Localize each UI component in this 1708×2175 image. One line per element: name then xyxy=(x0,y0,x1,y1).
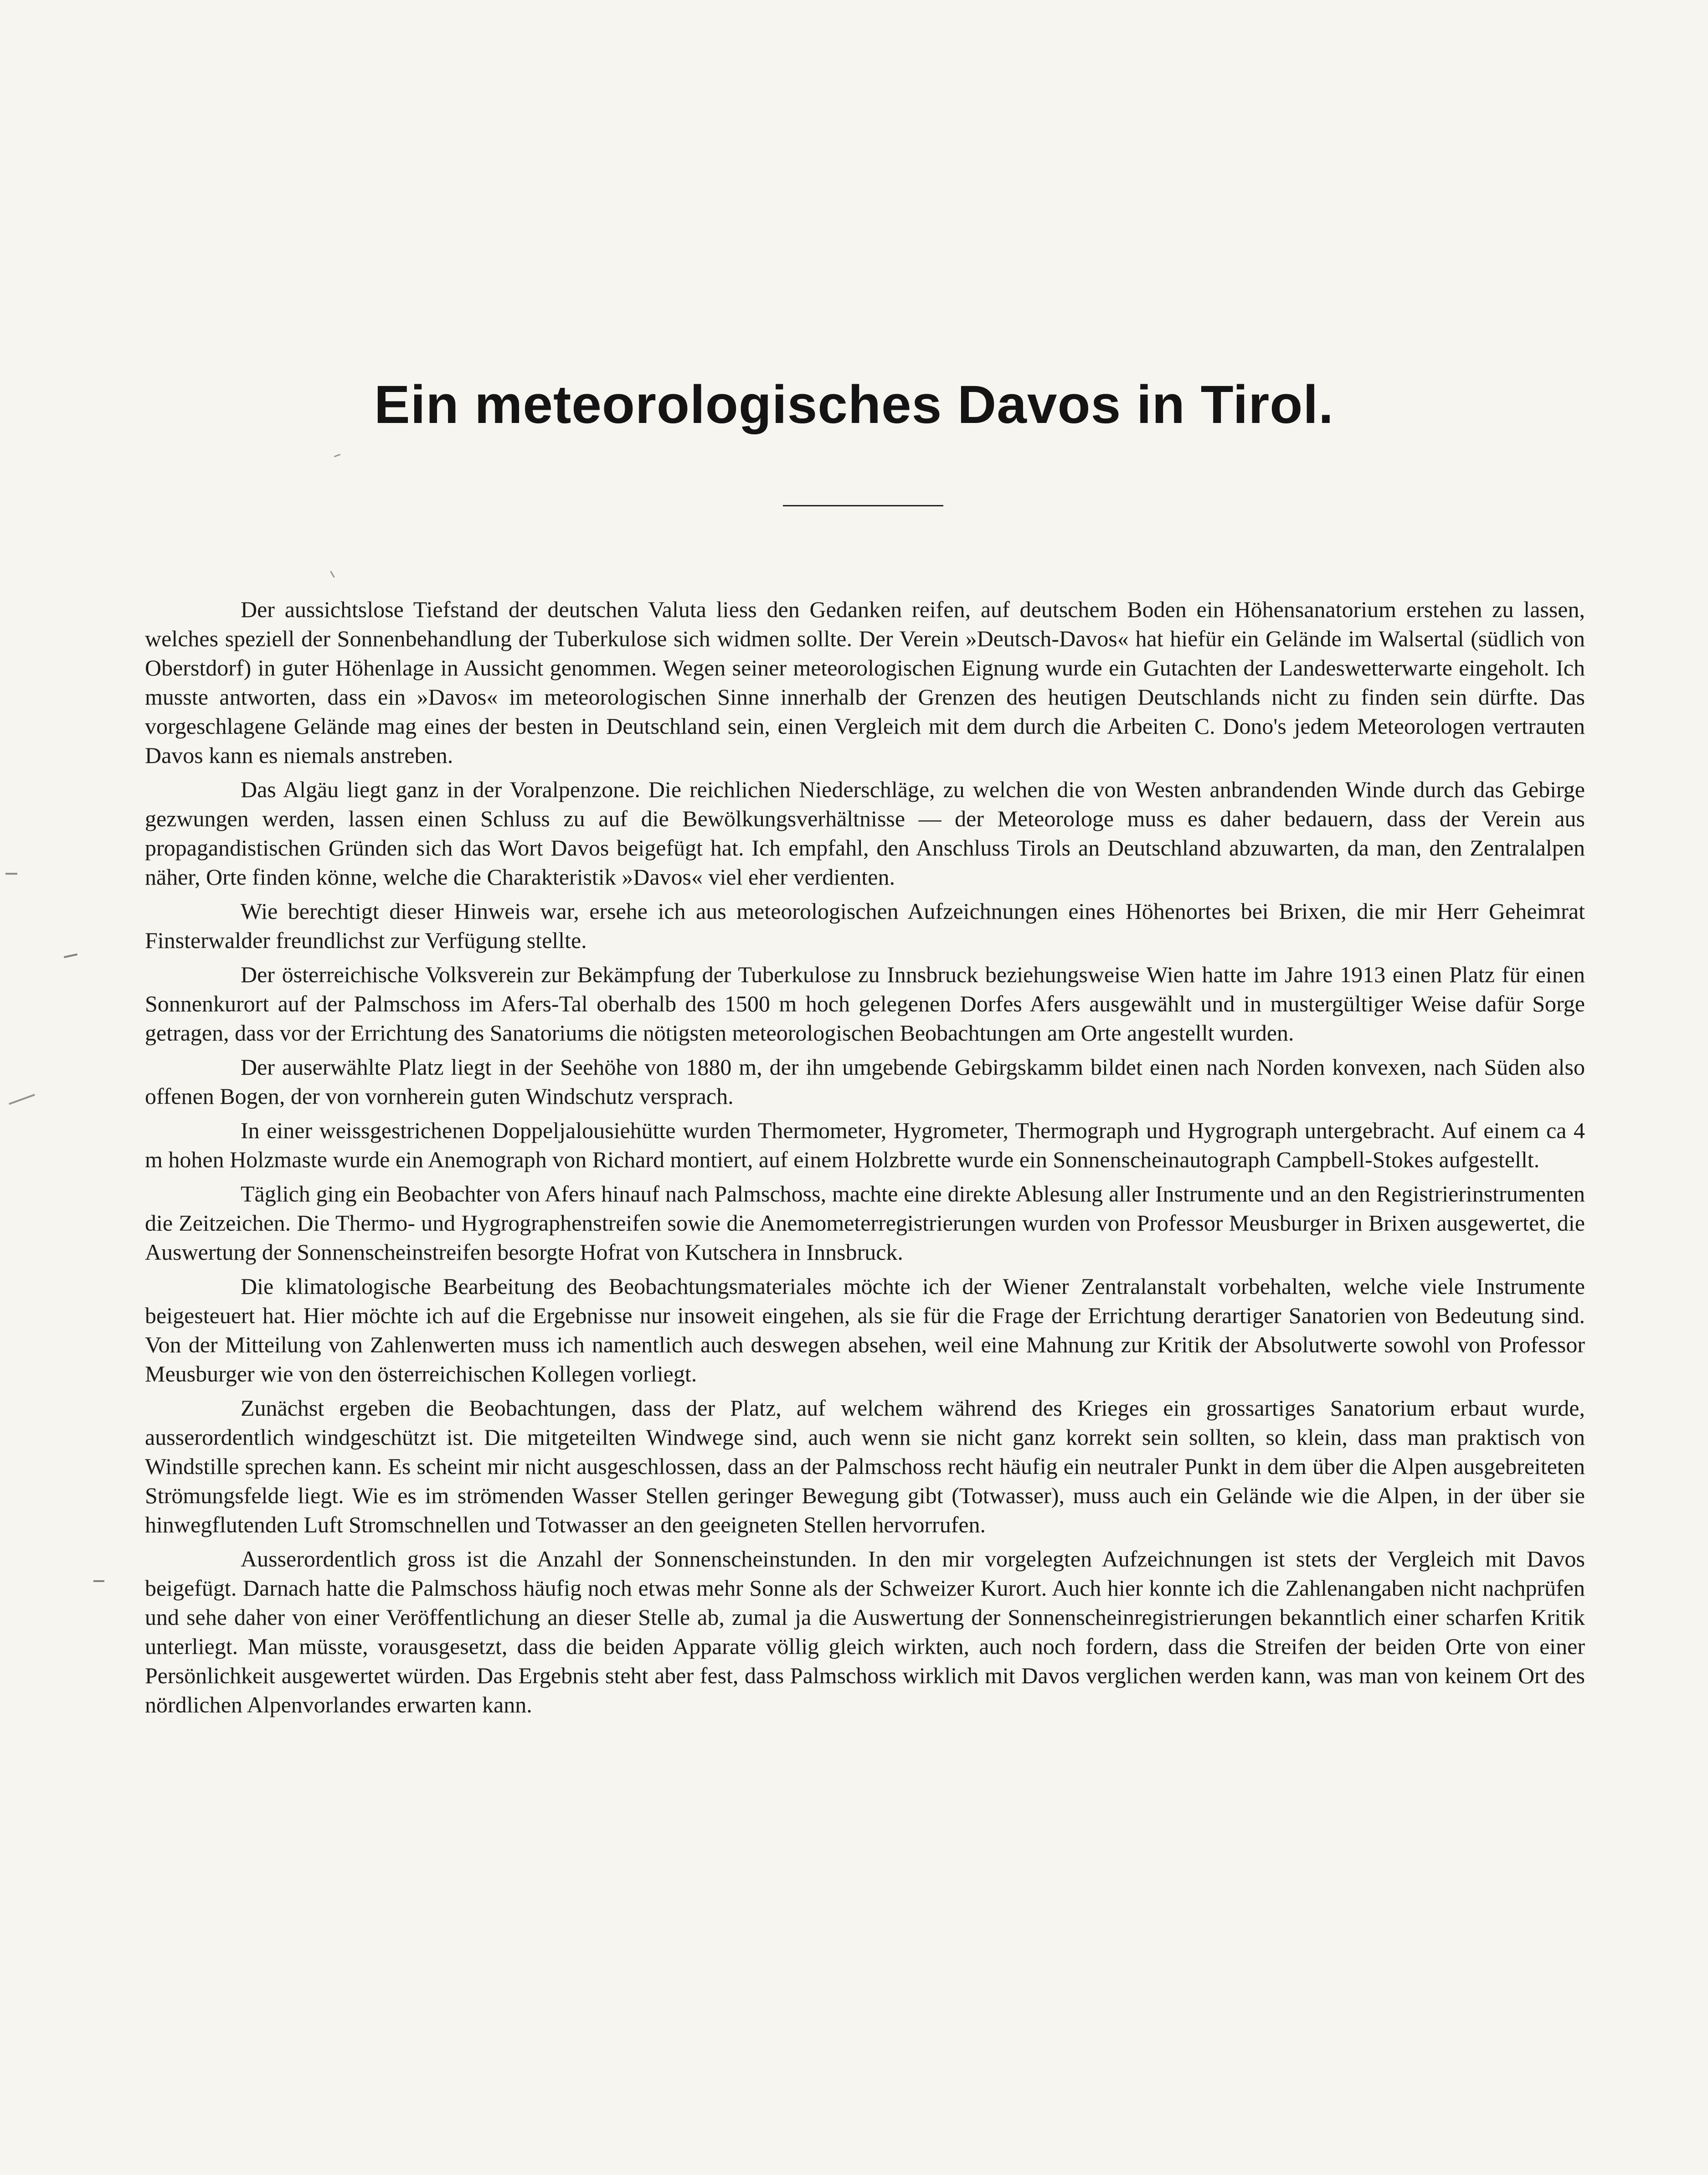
paragraph-1: Der aussichtslose Tiefstand der deutschen Valuta liess den Gedanken reifen, auf deutschem Boden ein Höhensanatorium erstehen zu lassen, welches speziell der Sonnenbehandlung der Tuberkulose sich widmen sollte. Der Verein »Deutsch-Davos« hat hiefür ein Gelände im Walsertal (südlich von Oberstdorf) in guter Höhenlage in Aussicht genommen. Wegen seiner meteorologischen Eignung wurde ein Gutachten der Landeswetterwarte eingeholt. Ich musste antworten, dass ein »Davos« im meteorologischen Sinne innerhalb der Grenzen des heutigen Deutschlands nicht zu finden sein dürfte. Das vorgeschlagene Gelände mag eines der besten in Deutschland sein, einen Vergleich mit dem durch die Arbeiten C. Dono's jedem Meteorologen vertrauten Davos kann es niemals anstreben. xyxy=(145,597,1585,768)
paragraph-6: In einer weissgestrichenen Doppeljalousiehütte wurden Thermometer, Hygrometer, Thermograph und Hygrograph untergebracht. Auf einem ca 4 m hohen Holzmaste wurde ein Anemograph von Richard montiert, auf einem Holzbrette wurde ein Sonnenscheinautograph Campbell-Stokes aufgestellt. xyxy=(145,1118,1585,1172)
paragraph-3: Wie berechtigt dieser Hinweis war, ersehe ich aus meteorologischen Aufzeichnungen eines Höhenortes bei Brixen, die mir Herr Geheimrat Finsterwalder freundlichst zur Verfügung stellte. xyxy=(145,898,1585,953)
article-body xyxy=(145,595,1585,1719)
scan-mark xyxy=(64,953,77,958)
paragraph-2: Das Algäu liegt ganz in der Voralpenzone. Die reichlichen Niederschläge, zu welchen die von Westen anbrandenden Winde durch das Gebirge gezwungen werden, lassen einen Schluss zu auf die Bewölkungsverhältnisse — der Meteorologe muss es daher bedauern, dass der Verein aus propagandistischen Gründen sich das Wort Davos beigefügt hat. Ich empfahl, den Anschluss Tirols an Deutschland abzuwarten, da man, den Zentralalpen näher, Orte finden könne, welche die Charakteristik »Davos« viel eher verdienten. xyxy=(145,777,1585,890)
page-title: Ein meteorologisches Davos in Tirol. xyxy=(374,375,1334,435)
paragraph-9: Zunächst ergeben die Beobachtungen, dass der Platz, auf welchem während des Krieges ein grossartiges Sanatorium erbaut wurde, ausserordentlich windgeschützt ist. Die mitgeteilten Windwege sind, auch wenn sie nicht ganz korrekt sein sollten, so klein, dass man praktisch von Windstille sprechen kann. Es scheint mir nicht ausgeschlossen, dass an der Palmschoss recht häufig ein neutraler Punkt in dem über die Alpen ausgebreiteten Strömungsfelde liegt. Wie es im strömenden Wasser Stellen geringer Bewegung gibt (Totwasser), muss auch ein Gelände wie die Alpen, in der über sie hinwegflutenden Luft Stromschnellen und Totwasser an den geeigneten Stellen hervorrufen. xyxy=(145,1395,1585,1537)
scan-mark xyxy=(330,571,335,577)
scan-mark xyxy=(93,1580,104,1582)
title-divider xyxy=(783,505,943,506)
paragraph-10: Ausserordentlich gross ist die Anzahl der Sonnenscheinstunden. In den mir vorgelegten Aufzeichnungen ist stets der Vergleich mit Davos beigefügt. Darnach hatte die Palmschoss häufig noch etwas mehr Sonne als der Schweizer Kurort. Auch hier konnte ich die Zahlenangaben nicht nachprüfen und sehe daher von einer Veröffentlichung an dieser Stelle ab, zumal ja die Auswertung der Sonnenscheinregistrierungen bekanntlich einer scharfen Kritik unterliegt. Man müsste, vorausgesetzt, dass die beiden Apparate völlig gleich wirkten, auch noch fordern, dass die Streifen der beiden Orte von einer Persönlichkeit ausgewertet würden. Das Ergebnis steht aber fest, dass Palmschoss wirklich mit Davos verglichen werden kann, was man von keinem Ort des nördlichen Alpenvorlandes erwarten kann. xyxy=(145,1546,1585,1717)
scan-mark xyxy=(334,454,340,458)
paragraph-5: Der auserwählte Platz liegt in der Seehöhe von 1880 m, der ihn umgebende Gebirgskamm bildet einen nach Norden konvexen, nach Süden also offenen Bogen, der von vornherein guten Windschutz versprach. xyxy=(145,1054,1585,1109)
paragraph-8: Die klimatologische Bearbeitung des Beobachtungsmateriales möchte ich der Wiener Zentralanstalt vorbehalten, welche viele Instrumente beigesteuert hat. Hier möchte ich auf die Ergebnisse nur insoweit eingehen, als sie für die Frage der Errichtung derartiger Sanatorien von Bedeutung sind. Von der Mitteilung von Zahlenwerten muss ich namentlich auch deswegen absehen, weil eine Mahnung zur Kritik der Absolutwerte sowohl von Professor Meusburger wie von den österreichischen Kollegen vorliegt. xyxy=(145,1273,1585,1386)
paragraph-4: Der österreichische Volksverein zur Bekämpfung der Tuberkulose zu Innsbruck beziehungsweise Wien hatte im Jahre 1913 einen Platz für einen Sonnenkurort auf der Palmschoss im Afers-Tal oberhalb des 1500 m hoch gelegenen Dorfes Afers ausgewählt und in mustergültiger Weise dafür Sorge getragen, dass vor der Errichtung des Sanatoriums die nötigsten meteorologischen Beobachtungen am Orte angestellt wurden. xyxy=(145,962,1585,1046)
scan-mark xyxy=(9,1094,35,1105)
paragraph-7: Täglich ging ein Beobachter von Afers hinauf nach Palmschoss, machte eine direkte Ablesung aller Instrumente und an den Registrierinstrumenten die Zeitzeichen. Die Thermo- und Hygrographenstreifen sowie die Anemometerregistrierungen wurden von Professor Meusburger in Brixen ausgewertet, die Auswertung der Sonnenscheinstreifen besorgte Hofrat von Kutschera in Innsbruck. xyxy=(145,1181,1585,1265)
scan-mark xyxy=(5,873,17,875)
